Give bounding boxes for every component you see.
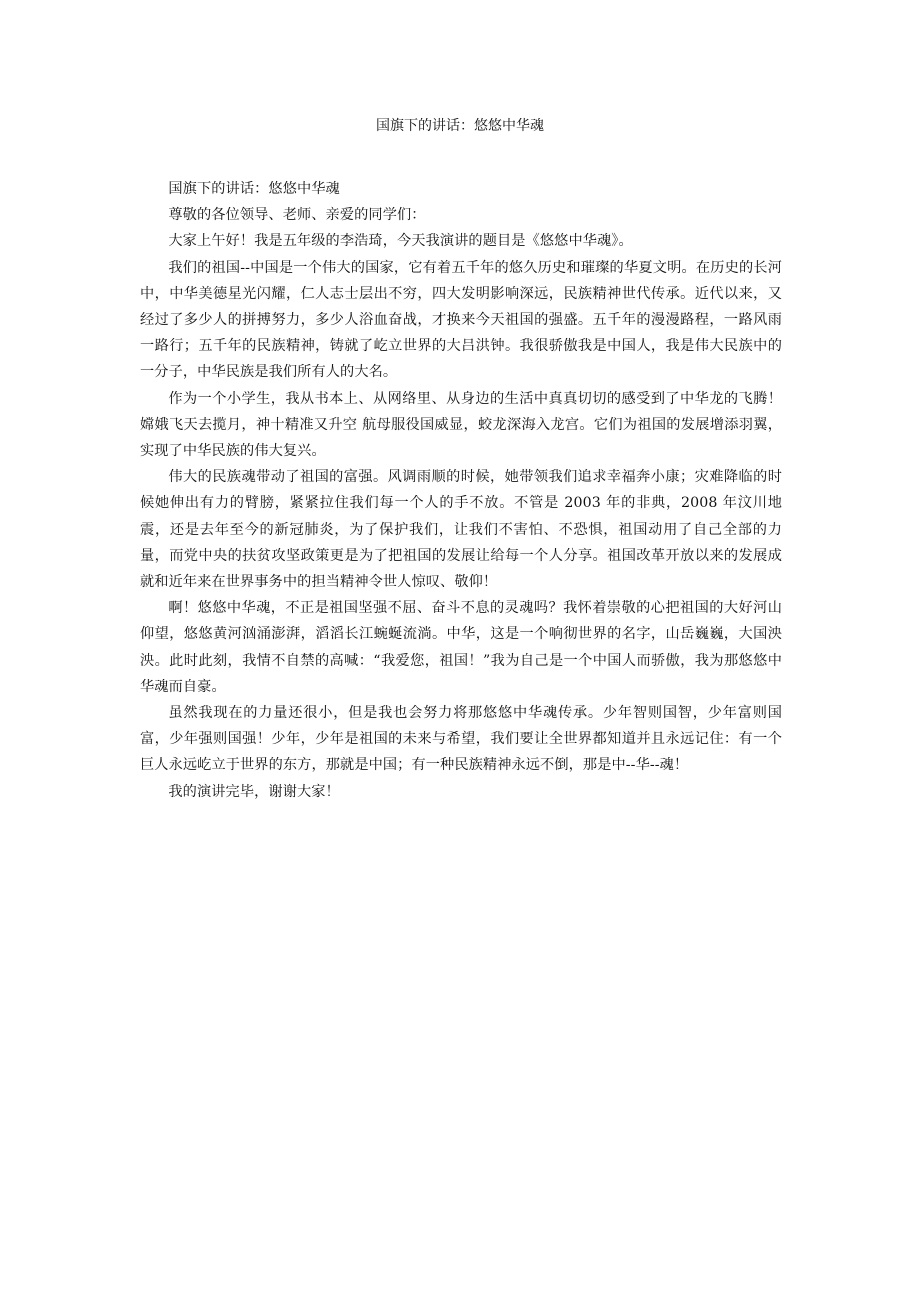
paragraph-achievements: 作为一个小学生，我从书本上、从网络里、从身边的生活中真真切切的感受到了中华龙的飞腾！嫦娥飞天去揽月，神十精准又升空 航母服役国威显，蛟龙深海入龙宫。它们为祖国的发展增添羽翼，实现了中华民族的伟大复兴。 bbox=[140, 390, 782, 460]
paragraph-heading: 国旗下的讲话：悠悠中华魂 bbox=[168, 181, 340, 197]
document-body bbox=[140, 176, 782, 805]
paragraph-national-spirit: 伟大的民族魂带动了祖国的富强。风调雨顺的时候，她带领我们追求幸福奔小康；灾难降临的时候她伸出有力的臂膀，紧紧拉住我们每一个人的手不放。不管是 2003 年的非典，2008 年汶川地震，还是去年至今的新冠肺炎，为了保护我们，让我们不害怕、不恐惧，祖国动用了自己全部的力量，而党中央的扶贫攻坚政策更是为了把祖国的发展让给每一个人分享。祖国改革开放以来的发展成就和近年来在世界事务中的担当精神令世人惊叹、敬仰！ bbox=[140, 469, 782, 591]
paragraph-salutation: 尊敬的各位领导、老师、亲爱的同学们： bbox=[168, 207, 426, 224]
paragraph-inheritance: 虽然我现在的力量还很小，但是我也会努力将那悠悠中华魂传承。少年智则国智，少年富则国富，少年强则国强！少年，少年是祖国的未来与希望，我们要让全世界都知道并且永远记住：有一个巨人永远屹立于世界的东方，那就是中国；有一种民族精神永远不倒，那是中--华--魂！ bbox=[140, 705, 782, 774]
paragraph-praise: 啊！悠悠中华魂，不正是祖国坚强不屈、奋斗不息的灵魂吗？我怀着崇敬的心把祖国的大好河山仰望，悠悠黄河汹涌澎湃，滔滔长江蜿蜒流淌。中华，这是一个响彻世界的名字，山岳巍巍，大国泱泱。此时此刻，我情不自禁的高喊：“我爱您，祖国！”我为自己是一个中国人而骄傲，我为那悠悠中华魂而自豪。 bbox=[140, 600, 782, 695]
paragraph-history: 我们的祖国--中国是一个伟大的国家，它有着五千年的悠久历史和璀璨的华夏文明。在历史的长河中，中华美德星光闪耀，仁人志士层出不穷，四大发明影响深远，民族精神世代传承。近代以来，又经过了多少人的拼搏努力，多少人浴血奋战，才换来今天祖国的强盛。五千年的漫漫路程，一路风雨一路行；五千年的民族精神，铸就了屹立世界的大吕洪钟。我很骄傲我是中国人，我是伟大民族中的一分子，中华民族是我们所有人的大名。 bbox=[140, 259, 782, 381]
paragraph-closing: 我的演讲完毕，谢谢大家！ bbox=[168, 783, 340, 800]
paragraph-greeting: 大家上午好！我是五年级的李浩琦，今天我演讲的题目是《悠悠中华魂》。 bbox=[168, 233, 633, 250]
document-title: 国旗下的讲话：悠悠中华魂 bbox=[376, 118, 544, 134]
